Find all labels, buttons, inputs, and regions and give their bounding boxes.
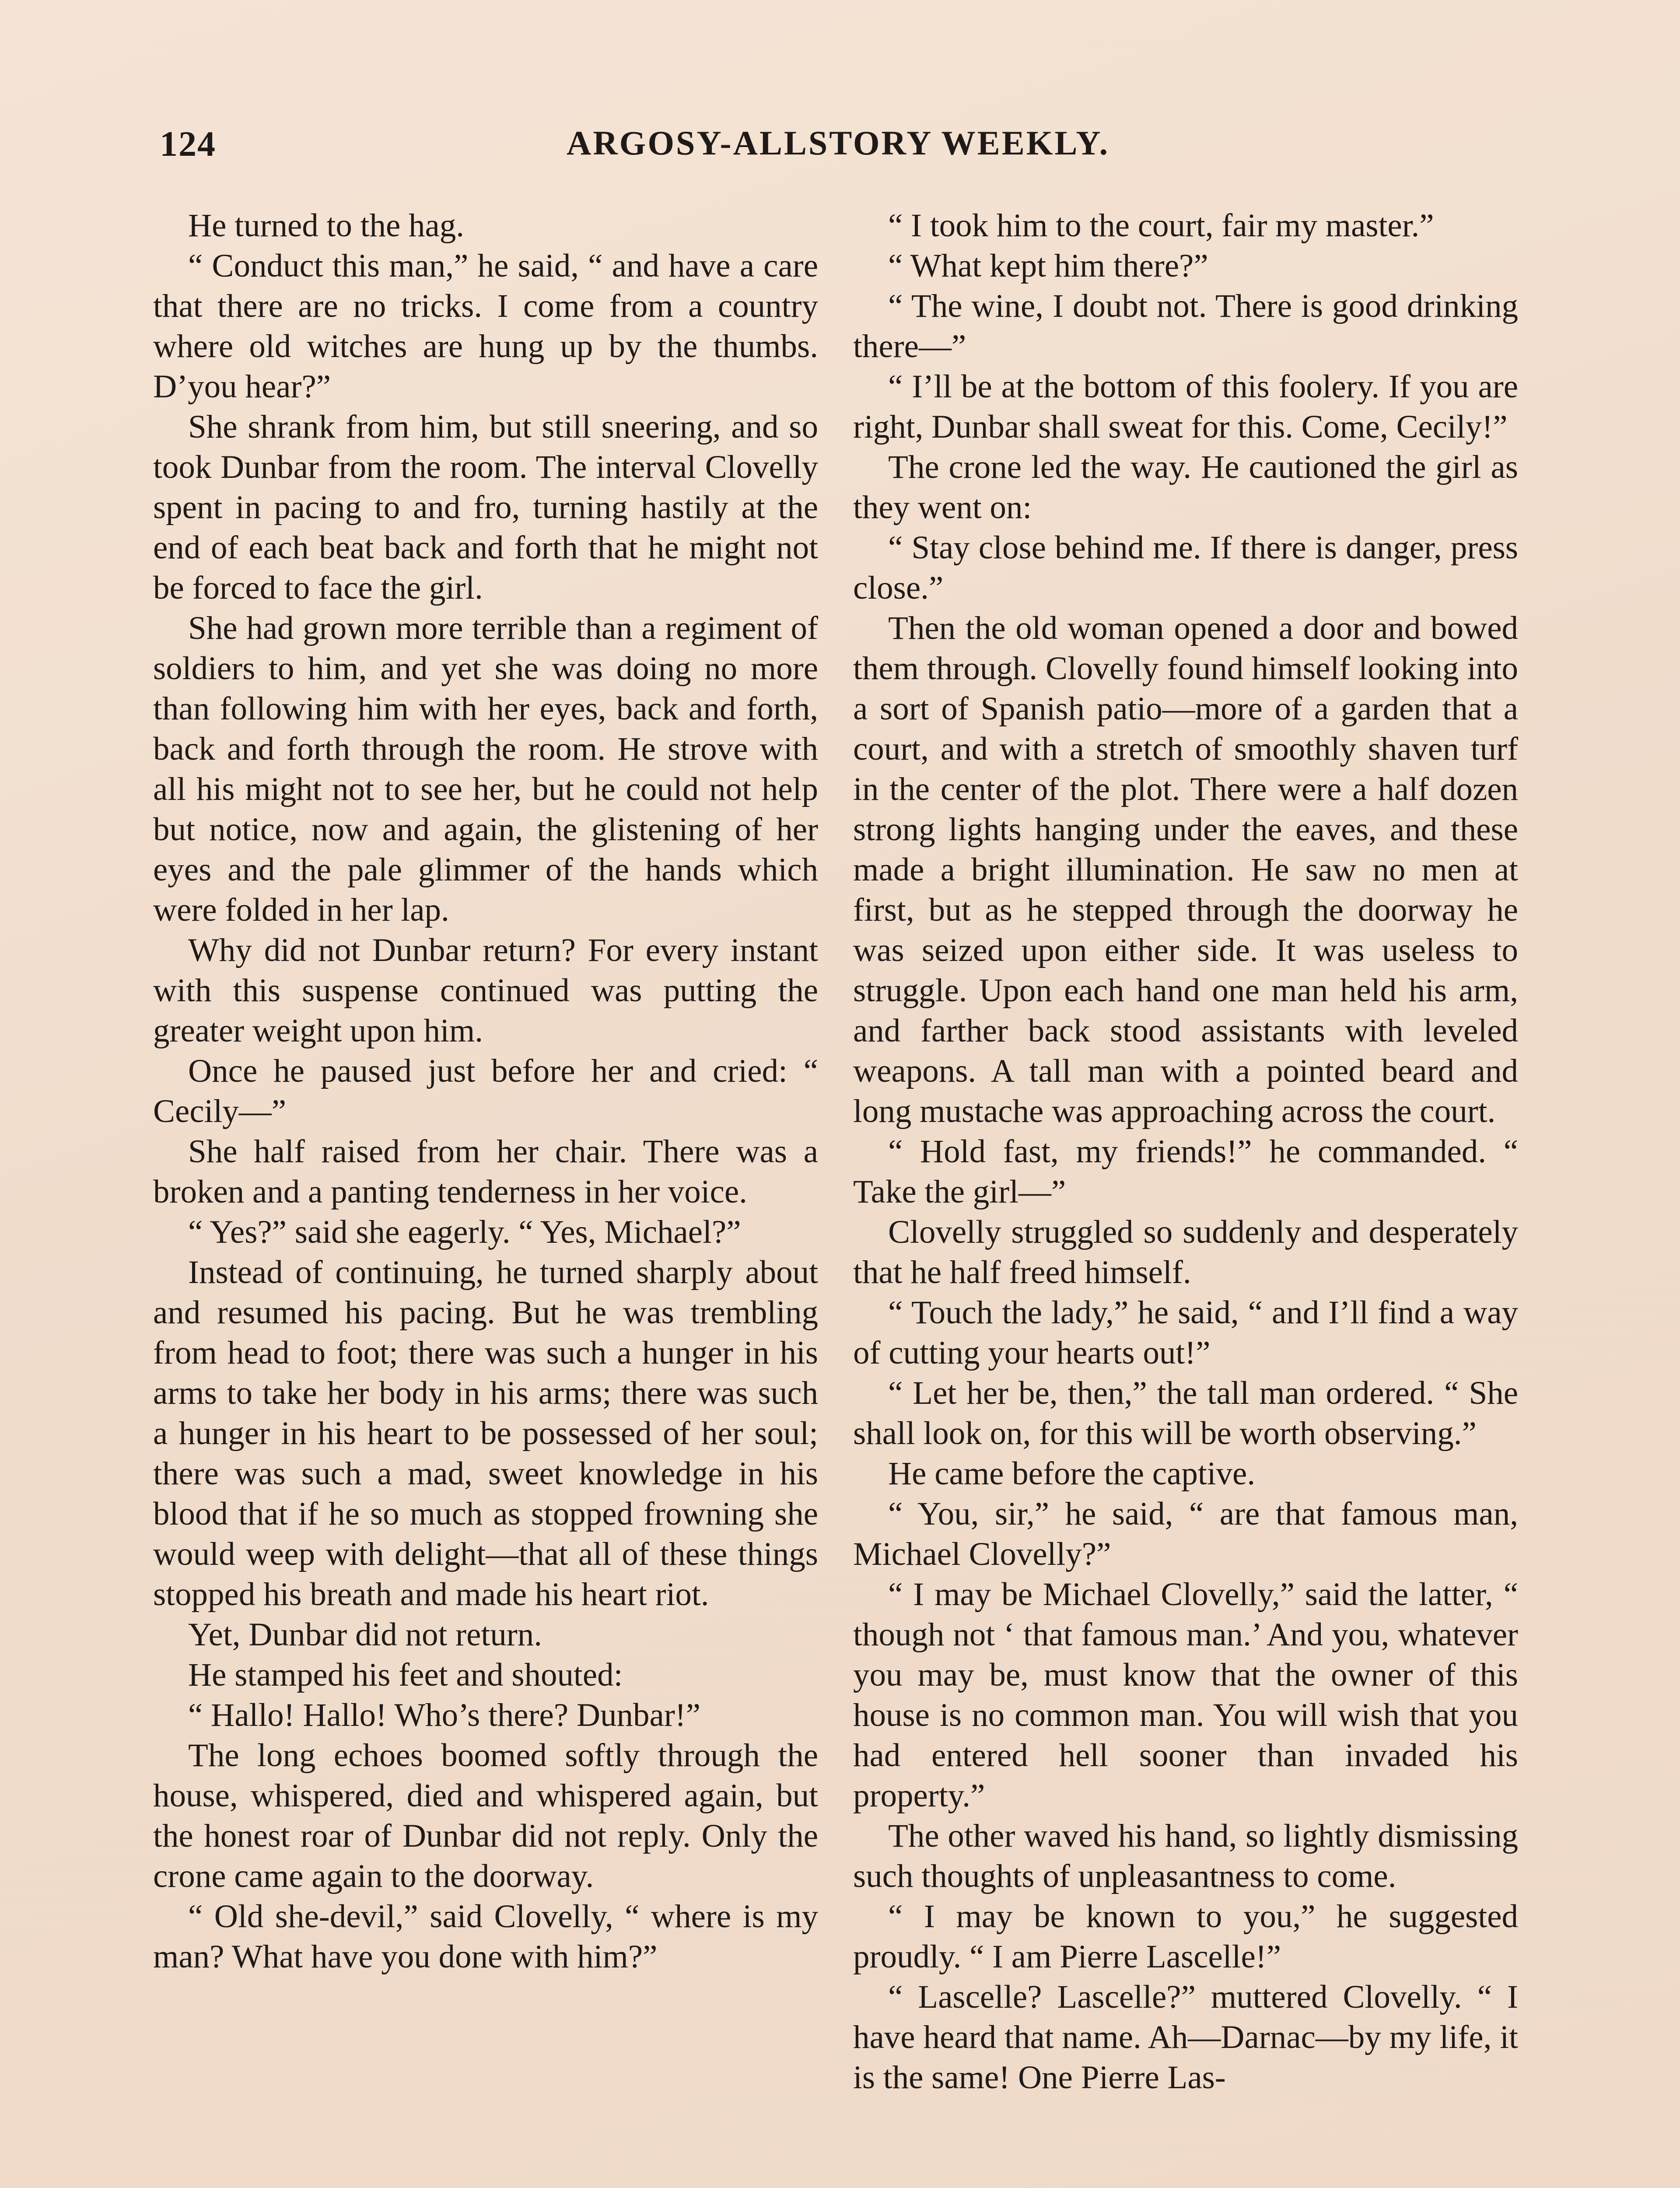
paragraph: He stamped his feet and shouted:	[188, 1657, 623, 1693]
paragraph: “ The wine, I doubt not. There is good drinking there—”	[853, 288, 1518, 365]
paragraph: Once he paused just before her and cried: “ Cecily—”	[153, 1053, 818, 1129]
paragraph: He turned to the hag.	[188, 207, 465, 244]
paragraph: Why did not Dunbar return? For every instant with this suspense continued was putting the greater weight upon him.	[153, 932, 818, 1049]
paragraph: Instead of continuing, he turned sharply about and resumed his pacing. But he was trembling from head to foot; there was such a hunger in his arms to take her body in his arms; there was such a hunger in his heart to be possessed of her soul; there was such a mad, sweet knowledge in his blood that if he so much as stopped frowning she would weep with delight—that all of these things stopped his breath and made his heart riot.	[153, 1254, 818, 1613]
running-title: ARGOSY-ALLSTORY WEEKLY.	[567, 124, 1110, 162]
paragraph: “ Let her be, then,” the tall man ordered. “ She shall look on, for this will be worth observing.”	[853, 1375, 1518, 1452]
right-text-column	[853, 206, 1518, 2098]
paragraph: The long echoes boomed softly through the house, whispered, died and whispered again, but the honest roar of Dunbar did not reply. Only the crone came again to the doorway.	[153, 1737, 818, 1894]
paragraph: “ Hold fast, my friends!” he commanded. “ Take the girl—”	[853, 1133, 1518, 1210]
paragraph: “ Old she-devil,” said Clovelly, “ where is my man? What have you done with him?”	[153, 1898, 818, 1975]
paragraph: “ Lascelle? Lascelle?” muttered Clovelly. “ I have heard that name. Ah—Darnac—by my life, it is the same! One Pierre Las-	[853, 1979, 1518, 2096]
paragraph: “ I may be Michael Clovelly,” said the latter, “ though not ‘ that famous man.’ And you, whatever you may be, must know that the owner of this house is no common man. You will wish that you had entered hell sooner than invaded his property.”	[853, 1576, 1518, 1814]
paragraph: “ I took him to the court, fair my master.”	[888, 207, 1434, 244]
paragraph: He came before the captive.	[888, 1455, 1256, 1492]
paragraph: “ You, sir,” he said, “ are that famous man, Michael Clovelly?”	[853, 1496, 1518, 1572]
paragraph: “ Conduct this man,” he said, “ and have a care that there are no tricks. I come from a country where old witches are hung up by the thumbs. D’you hear?”	[153, 248, 818, 405]
paragraph: Clovelly struggled so suddenly and desperately that he half freed himself.	[853, 1214, 1518, 1290]
page-number: 124	[160, 124, 216, 164]
paragraph: “ I’ll be at the bottom of this foolery. If you are right, Dunbar shall sweat for this. Come, Cecily!”	[853, 368, 1518, 445]
paragraph: “ Touch the lady,” he said, “ and I’ll find a way of cutting your hearts out!”	[853, 1294, 1518, 1371]
paragraph: “ Stay close behind me. If there is danger, press close.”	[853, 529, 1518, 606]
paragraph: She shrank from him, but still sneering, and so took Dunbar from the room. The interval Clovelly spent in pacing to and fro, turning hastily at the end of each beat back and forth that he might not be forced to face the girl.	[153, 409, 818, 606]
paragraph: The crone led the way. He cautioned the girl as they went on:	[853, 449, 1518, 526]
page-header	[160, 123, 1525, 172]
paragraph: Then the old woman opened a door and bowed them through. Clovelly found himself looking into a sort of Spanish patio—more of a garden that a court, and with a stretch of smoothly shaven turf in the center of the plot. There were a half dozen strong lights hanging under the eaves, and these made a bright illumination. He saw no men at first, but as he stepped through the doorway he was seized upon either side. It was useless to struggle. Upon each hand one man held his arm, and farther back stood assistants with leveled weapons. A tall man with a pointed beard and long mustache was approaching across the court.	[853, 610, 1518, 1129]
paragraph: “ Yes?” said she eagerly. “ Yes, Michael?”	[188, 1214, 741, 1250]
paragraph: “ What kept him there?”	[888, 248, 1208, 284]
paragraph: She half raised from her chair. There was a broken and a panting tenderness in her voice.	[153, 1133, 818, 1210]
paragraph: “ Hallo! Hallo! Who’s there? Dunbar!”	[188, 1697, 701, 1733]
paragraph: The other waved his hand, so lightly dismissing such thoughts of unpleasantness to come.	[853, 1818, 1518, 1894]
paragraph: She had grown more terrible than a regiment of soldiers to him, and yet she was doing no more than following him with her eyes, back and forth, back and forth through the room. He strove with all his might not to see her, but he could not help but notice, now and again, the glistening of her eyes and the pale glimmer of the hands which were folded in her lap.	[153, 610, 818, 928]
paragraph: “ I may be known to you,” he suggested proudly. “ I am Pierre Lascelle!”	[853, 1898, 1518, 1975]
paragraph: Yet, Dunbar did not return.	[188, 1616, 542, 1653]
left-text-column	[153, 206, 818, 1977]
